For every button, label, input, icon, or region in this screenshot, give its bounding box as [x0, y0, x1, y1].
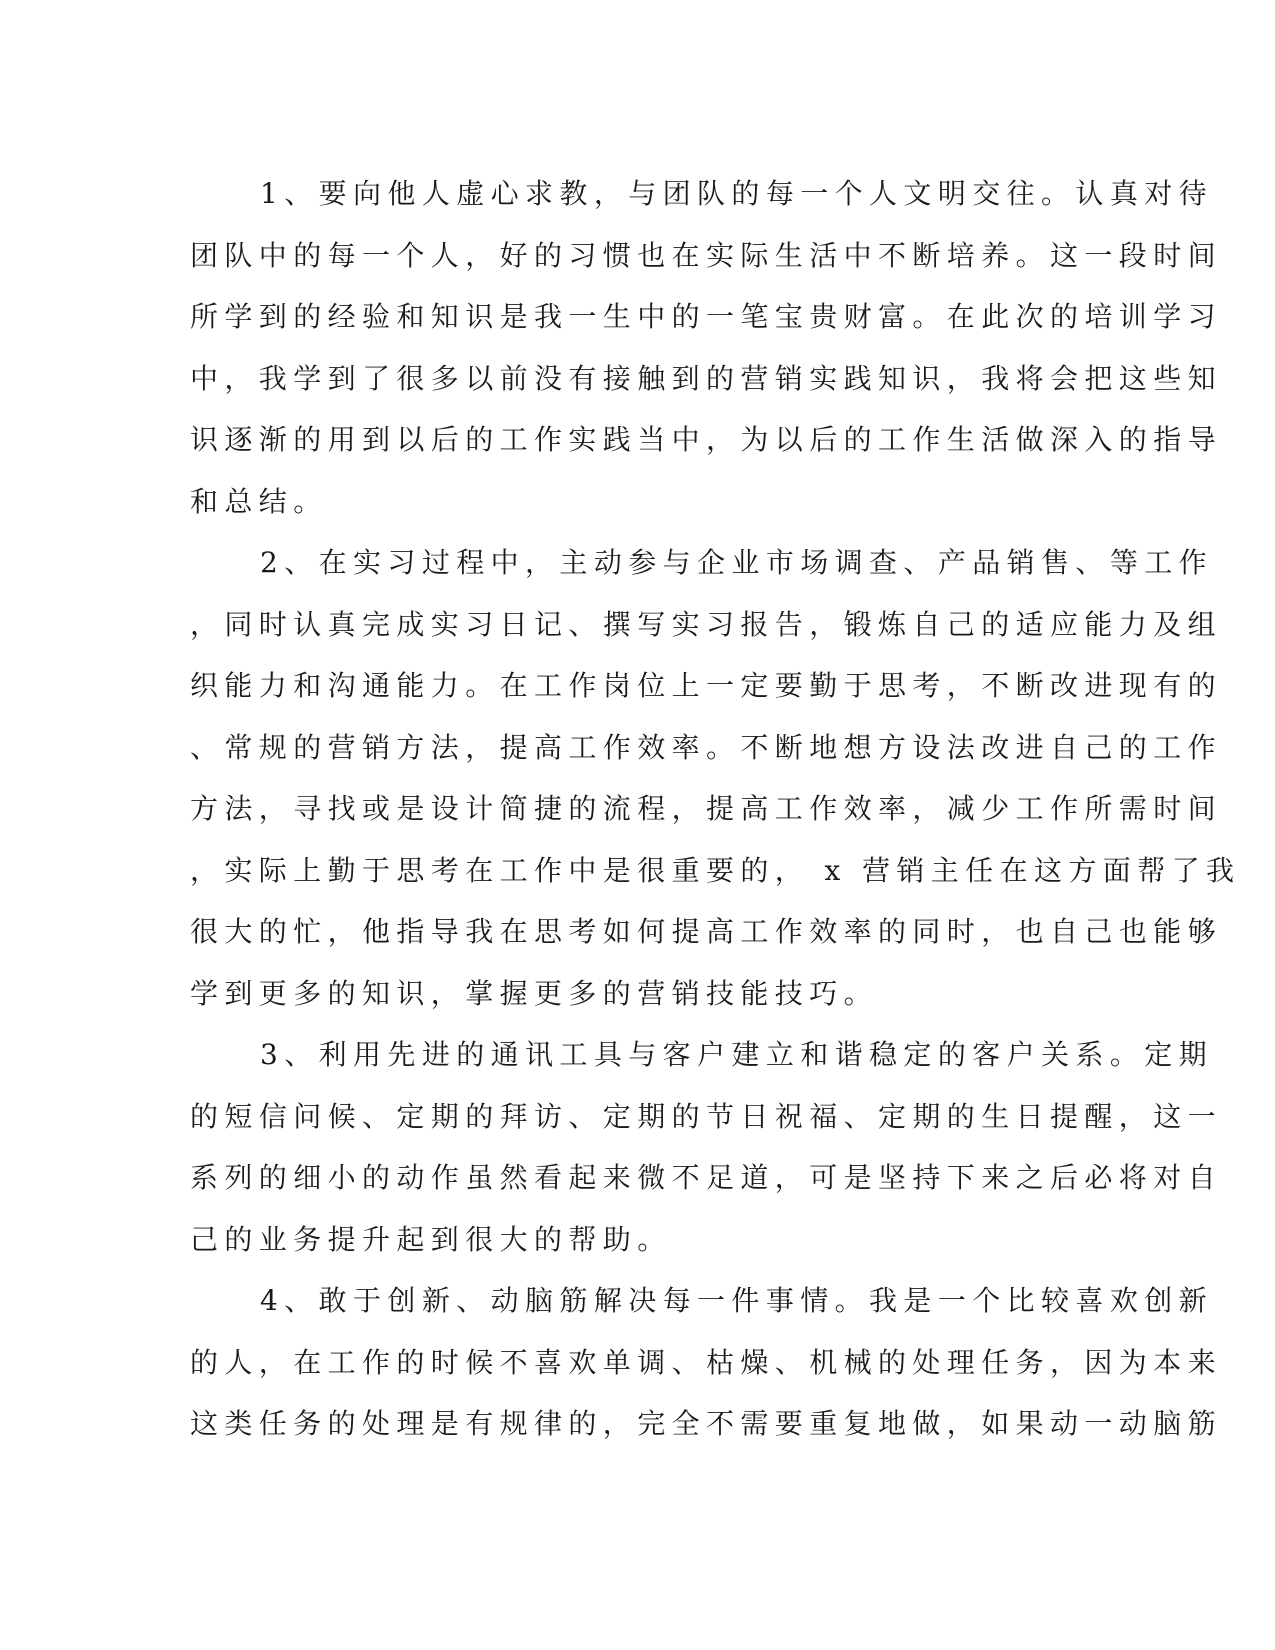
- paragraph-line: ，同时认真完成实习日记、撰写实习报告，锻炼自己的适应能力及组: [190, 607, 1223, 641]
- paragraph-line: 织能力和沟通能力。在工作岗位上一定要勤于思考，不断改进现有的: [190, 669, 1223, 702]
- paragraph-line: 学到更多的知识，掌握更多的营销技能技巧。: [190, 976, 879, 1010]
- paragraph-line: 1、要向他人虚心求教，与团队的每一个人文明交往。认真对待: [260, 177, 1214, 210]
- paragraph-line: 方法，寻找或是设计简捷的流程，提高工作效率，减少工作所需时间: [190, 792, 1223, 825]
- paragraph-line: 的人，在工作的时候不喜欢单调、枯燥、机械的处理任务，因为本来: [190, 1345, 1223, 1379]
- paragraph-line: 和总结。: [190, 484, 328, 518]
- paragraph-3: [190, 1024, 1223, 1270]
- paragraph-4: [190, 1270, 1223, 1455]
- paragraph-2: [190, 532, 1241, 1024]
- document-body: [190, 163, 1241, 1455]
- paragraph-line: 3、利用先进的通讯工具与客户建立和谐稳定的客户关系。定期: [260, 1038, 1214, 1071]
- paragraph-line: 所学到的经验和知识是我一生中的一笔宝贵财富。在此次的培训学习: [190, 300, 1223, 333]
- paragraph-line: 很大的忙，他指导我在思考如何提高工作效率的同时，也自己也能够: [190, 915, 1223, 948]
- paragraph-line: 这类任务的处理是有规律的，完全不需要重复地做，如果动一动脑筋: [190, 1407, 1223, 1440]
- paragraph-line: 、常规的营销方法，提高工作效率。不断地想方设法改进自己的工作: [190, 730, 1223, 764]
- paragraph-1: [190, 163, 1223, 532]
- paragraph-line: 系列的细小的动作虽然看起来微不足道，可是坚持下来之后必将对自: [190, 1161, 1223, 1194]
- paragraph-line: 团队中的每一个人，好的习惯也在实际生活中不断培养。这一段时间: [190, 238, 1223, 272]
- paragraph-line: ，实际上勤于思考在工作中是很重要的， x 营销主任在这方面帮了我: [190, 853, 1241, 887]
- paragraph-line: 4、敢于创新、动脑筋解决每一件事情。我是一个比较喜欢创新: [260, 1284, 1214, 1317]
- paragraph-line: 中，我学到了很多以前没有接触到的营销实践知识，我将会把这些知: [190, 361, 1223, 395]
- paragraph-line: 的短信问候、定期的拜访、定期的节日祝福、定期的生日提醒，这一: [190, 1099, 1223, 1133]
- paragraph-line: 2、在实习过程中，主动参与企业市场调查、产品销售、等工作: [260, 546, 1214, 579]
- paragraph-line: 识逐渐的用到以后的工作实践当中，为以后的工作生活做深入的指导: [190, 423, 1223, 456]
- paragraph-line: 己的业务提升起到很大的帮助。: [190, 1222, 672, 1256]
